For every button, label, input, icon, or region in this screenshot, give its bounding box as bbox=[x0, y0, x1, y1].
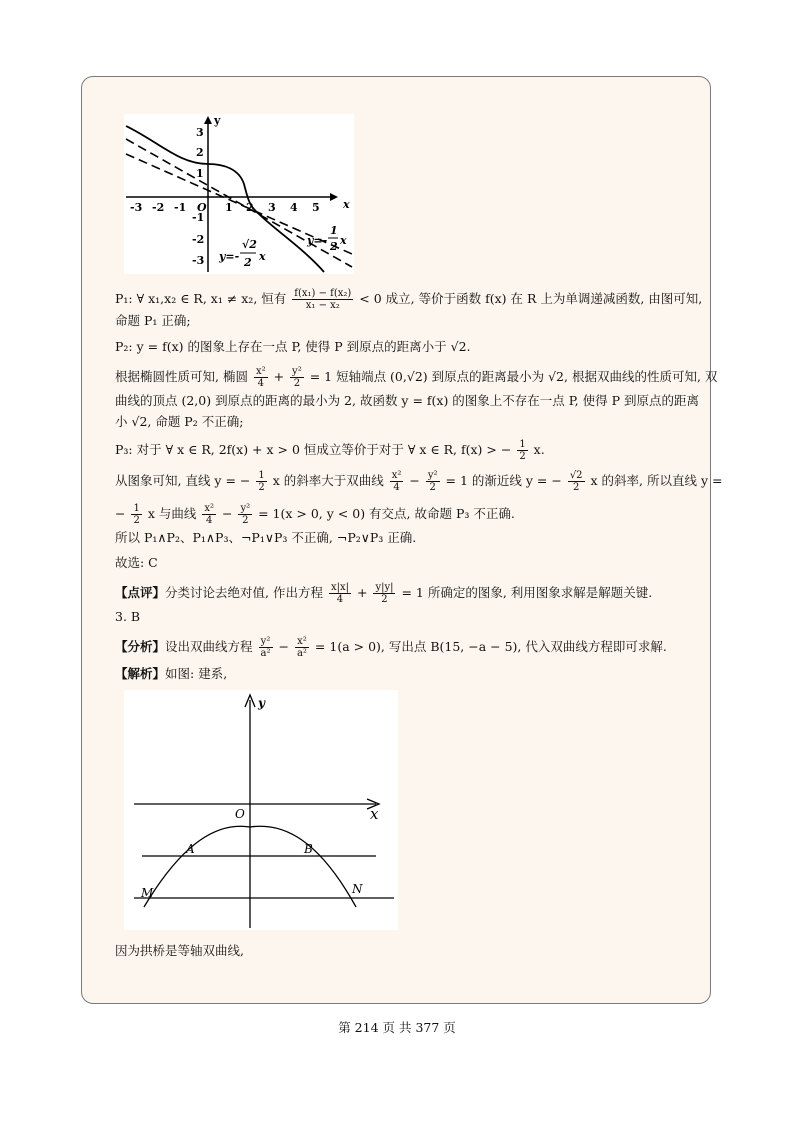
x-tick-label: 2 bbox=[246, 201, 254, 214]
x-tick-label: 1 bbox=[225, 201, 233, 214]
asymptote-label-den: 2 bbox=[244, 256, 252, 269]
y-axis-label: y bbox=[214, 114, 221, 127]
text-line: 【分析】设出双曲线方程 $\frac{\text{y²}}{\text{a²}}$ − $\frac{\text{x²}}{\text{a²}}$ = 1(a > 0), 写出点 B(15, −a − 5), 代入双曲线方程即可求解. bbox=[115, 636, 667, 659]
y-tick-label: 3 bbox=[196, 126, 204, 139]
text-line: 因为拱桥是等轴双曲线, bbox=[115, 943, 244, 958]
x-axis-label: x bbox=[343, 198, 350, 211]
asymptote-label-prefix: y=- bbox=[219, 250, 240, 263]
point-B-label: B bbox=[304, 842, 313, 856]
line-label-prefix: y=- bbox=[307, 234, 328, 247]
text-line: 【点评】分类讨论去绝对值, 作出方程 $\frac{x|x|}{4}$ + $\frac{y|y|}{2}$ = 1 所确定的图象, 利用图象求解是解题关键. bbox=[115, 582, 653, 605]
asymptote-label-num: √2 bbox=[242, 238, 257, 251]
page-footer: 第 214 页 共 377 页 bbox=[338, 1020, 456, 1035]
y-tick-label: -3 bbox=[192, 254, 205, 267]
text-line: 从图象可知, 直线 y = − $\frac{1}{2}$ x 的斜率大于双曲线 $\frac{\text{x²}}{4}$ − $\frac{\text{y²}}{2}$ = 1 的渐近线 y = − $\frac{√2}{2}$ x 的斜率, 所以直线 y = bbox=[115, 470, 723, 493]
x-axis-arrow-icon bbox=[330, 193, 338, 201]
x-tick-label: -2 bbox=[152, 201, 165, 214]
point-N-label: N bbox=[352, 882, 363, 896]
text-line: 小 √2, 命题 P₂ 不正确; bbox=[115, 414, 244, 429]
point-A-label: A bbox=[186, 842, 195, 856]
y-tick-label: -1 bbox=[192, 211, 205, 224]
asymptote-label-var: x bbox=[259, 250, 266, 263]
x-tick-label: 4 bbox=[290, 201, 298, 214]
line-label-den: 2 bbox=[330, 240, 338, 253]
text-line: P₁: ∀ x₁,x₂ ∈ R, x₁ ≠ x₂, 恒有 $\frac{\text{f(x₁) − f(x₂)}}{\text{x₁ − x₂}}$ < 0 成立, 等价于函数 f(x) 在 R 上为单调递减函数, 由图可知, bbox=[115, 288, 703, 311]
text-line: 3. B bbox=[115, 609, 141, 624]
text-line: P₃: 对于 ∀ x ∈ R, 2f(x) + x > 0 恒成立等价于对于 ∀ x ∈ R, f(x) > − $\frac{1}{2}$ x. bbox=[115, 439, 545, 462]
x-tick-label: 5 bbox=[312, 201, 320, 214]
y-tick-label: 2 bbox=[196, 146, 204, 159]
point-M-label: M bbox=[141, 886, 154, 900]
y-axis-label: y bbox=[258, 696, 265, 710]
text-line: 所以 P₁∧P₂、P₁∧P₃、¬P₁∨P₃ 不正确, ¬P₂∨P₃ 正确. bbox=[115, 530, 417, 545]
x-tick-label: 3 bbox=[268, 201, 276, 214]
y-axis-arrow-icon bbox=[204, 116, 212, 124]
text-line: 曲线的顶点 (2,0) 到原点的距离的最小为 2, 故函数 y = f(x) 的图象上不存在一点 P, 使得 P 到原点的距离 bbox=[115, 393, 699, 408]
x-axis-label: x bbox=[370, 805, 379, 823]
x-tick-label: -3 bbox=[130, 201, 143, 214]
text-line: 【解析】如图: 建系, bbox=[115, 666, 228, 681]
text-line: P₂: y = f(x) 的图象上存在一点 P, 使得 P 到原点的距离小于 √2. bbox=[115, 339, 471, 354]
text-line: 故选: C bbox=[115, 555, 158, 570]
y-tick-label: 1 bbox=[196, 167, 204, 180]
text-line: 命题 P₁ 正确; bbox=[115, 313, 191, 328]
y-tick-label: -2 bbox=[192, 233, 205, 246]
line-label-num: 1 bbox=[330, 224, 338, 237]
text-line: 根据椭圆性质可知, 椭圆 $\frac{\text{x²}}{4}$ + $\frac{\text{y²}}{2}$ = 1 短轴端点 (0,√2) 到原点的距离最小为 √2, 根据双曲线的性质可知, 双 bbox=[115, 366, 718, 389]
origin-label: O bbox=[197, 201, 207, 214]
x-tick-label: -1 bbox=[174, 201, 187, 214]
text-line: − $\frac{1}{2}$ x 与曲线 $\frac{\text{x²}}{4}$ − $\frac{\text{y²}}{2}$ = 1(x > 0, y < 0) 有交点, 故命题 P₃ 不正确. bbox=[115, 503, 515, 526]
line-label-var: x bbox=[340, 234, 347, 247]
origin-label: O bbox=[235, 807, 245, 821]
function-graph-figure bbox=[124, 114, 354, 274]
bridge-diagram-figure bbox=[124, 690, 398, 930]
